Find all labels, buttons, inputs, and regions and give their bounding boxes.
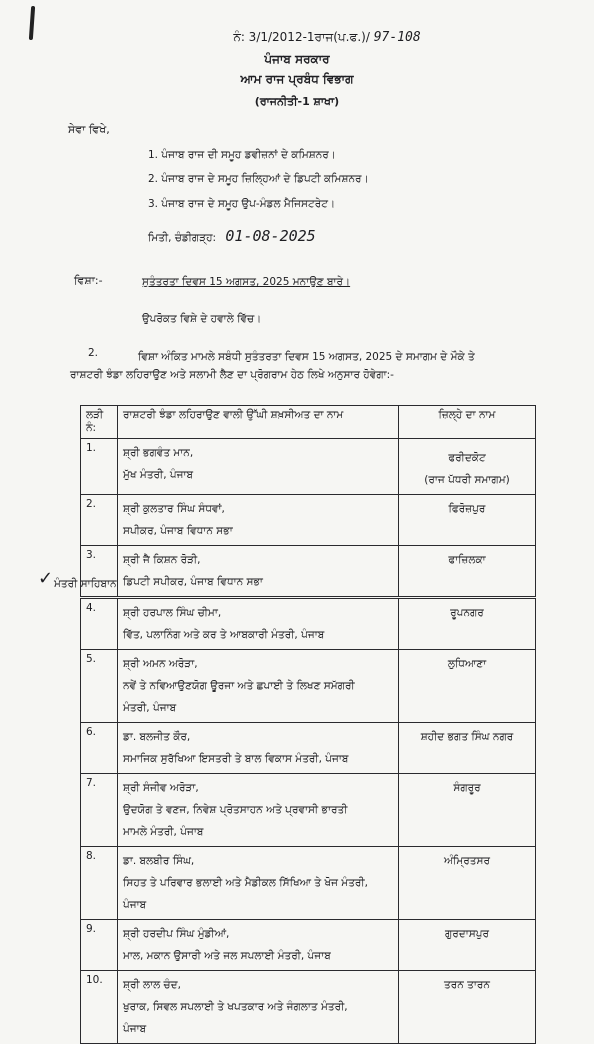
official-name: ਡਾ. ਬਲਬੀਰ ਸਿੰਘ,	[123, 855, 195, 867]
official-name: ਡਾ. ਬਲਜੀਤ ਕੌਰ,	[123, 731, 191, 743]
official-cell	[118, 920, 399, 971]
district-name: ਫਿਰੋਜ਼ਪੁਰ	[399, 495, 536, 546]
government-title: ਪੰਜਾਬ ਸਰਕਾਰ	[264, 52, 330, 66]
table-row	[81, 599, 536, 650]
official-name: ਸ਼੍ਰੀ ਹਰਦੀਪ ਸਿੰਘ ਮੁੰਡੀਆਂ,	[123, 928, 230, 940]
header-cell: ਲੜੀ ਨੰ:	[81, 406, 118, 439]
official-cell	[118, 774, 399, 847]
official-title: ਡਿਪਟੀ ਸਪੀਕਰ, ਪੰਜਾਬ ਵਿਧਾਨ ਸਭਾ	[123, 576, 263, 588]
address-item: 3. ਪੰਜਾਬ ਰਾਜ ਦੇ ਸਮੂਹ ਉਪ-ਮੰਡਲ ਮੈਜਿਸਟਰੇਟ।	[148, 198, 336, 210]
row-number: 1.	[81, 439, 118, 495]
district-name: ਸ਼ਹੀਦ ਭਗਤ ਸਿੰਘ ਨਗਰ	[399, 723, 536, 774]
row-number: 6.	[81, 723, 118, 774]
official-title: ਉਦਯੋਗ ਤੇ ਵਣਜ, ਨਿਵੇਸ਼ ਪ੍ਰੋਤਸਾਹਨ ਅਤੇ ਪ੍ਰਵਾਸੀ ਭਾਰਤੀ	[123, 804, 348, 816]
table-row	[81, 847, 536, 920]
reference-line: ਉਪਰੋਕਤ ਵਿਸ਼ੇ ਦੇ ਹਵਾਲੇ ਵਿੱਚ।	[142, 313, 262, 325]
table-row	[81, 723, 536, 774]
table-row	[81, 971, 536, 1044]
reference-prefix: ਨੰ: 3/1/2012-1ਰਾਜ(ਪ.ਫ.)/	[233, 30, 370, 44]
official-cell	[118, 847, 399, 920]
official-name: ਸ਼੍ਰੀ ਅਮਨ ਅਰੋੜਾ,	[123, 658, 198, 670]
official-name: ਸ਼੍ਰੀ ਜੈ ਕਿਸ਼ਨ ਰੋੜੀ,	[123, 554, 201, 566]
official-title: ਮੰਤਰੀ, ਪੰਜਾਬ	[123, 702, 177, 714]
official-cell	[118, 599, 399, 650]
row-number: 3.	[81, 546, 118, 597]
header-cell: ਰਾਸ਼ਟਰੀ ਝੰਡਾ ਲਹਿਰਾਉਣ ਵਾਲੀ ਉੱਘੀ ਸ਼ਖ਼ਸੀਅਤ ਦਾ ਨਾਮ	[118, 406, 399, 439]
table-row	[81, 774, 536, 847]
official-title: ਨਵੇਂ ਤੇ ਨਵਿਆਉਣਯੋਗ ਊਰਜਾ ਅਤੇ ਛਪਾਈ ਤੇ ਲਿਖਣ ਸਮੱਗਰੀ	[123, 680, 355, 692]
official-title: ਵਿੱਤ, ਪਲਾਨਿੰਗ ਅਤੇ ਕਰ ਤੇ ਆਬਕਾਰੀ ਮੰਤਰੀ, ਪੰਜਾਬ	[123, 629, 325, 641]
district-cell	[399, 439, 536, 495]
row-number: 4.	[81, 599, 118, 650]
official-cell	[118, 546, 399, 597]
official-title: ਸਮਾਜਿਕ ਸੁਰੱਖਿਆ ਇਸਤਰੀ ਤੇ ਬਾਲ ਵਿਕਾਸ ਮੰਤਰੀ, ਪੰਜਾਬ	[123, 753, 349, 765]
paragraph-line: ਵਿਸ਼ਾ ਅੰਕਿਤ ਮਾਮਲੇ ਸਬੰਧੀ ਸੁਤੰਤਰਤਾ ਦਿਵਸ 15 ਅਗਸਤ, 2025 ਦੇ ਸਮਾਗਮ ਦੇ ਮੌਕੇ ਤੇ	[138, 351, 475, 363]
branch-title: (ਰਾਜਨੀਤੀ-1 ਸ਼ਾਖਾ)	[254, 95, 340, 108]
section-label: ਮੰਤਰੀ ਸਾਹਿਬਾਨ	[54, 578, 117, 590]
subject-label: ਵਿਸ਼ਾ:-	[74, 274, 103, 287]
official-cell	[118, 439, 399, 495]
district-name: ਲੁਧਿਆਣਾ	[399, 650, 536, 723]
district-name: ਤਰਨ ਤਾਰਨ	[399, 971, 536, 1044]
official-cell	[118, 650, 399, 723]
subject-text: ਸੁਤੰਤਰਤਾ ਦਿਵਸ 15 ਅਗਸਤ, 2025 ਮਨਾਉਣ ਬਾਰੇ।	[142, 276, 351, 288]
official-title: ਮਾਲ, ਮਕਾਨ ਉਸਾਰੀ ਅਤੇ ਜਲ ਸਪਲਾਈ ਮੰਤਰੀ, ਪੰਜਾਬ	[123, 950, 331, 962]
table-row	[81, 439, 536, 495]
district-name: ਸੰਗਰੂਰ	[399, 774, 536, 847]
district-note: (ਰਾਜ ਪੱਧਰੀ ਸਮਾਗਮ)	[424, 474, 510, 486]
official-title: ਮੁੱਖ ਮੰਤਰੀ, ਪੰਜਾਬ	[123, 469, 194, 481]
program-table	[80, 405, 536, 597]
official-title: ਖੁਰਾਕ, ਸਿਵਲ ਸਪਲਾਈ ਤੇ ਖਪਤਕਾਰ ਅਤੇ ਜੰਗਲਾਤ ਮੰਤਰੀ,	[123, 1001, 348, 1013]
official-title: ਸਿਹਤ ਤੇ ਪਰਿਵਾਰ ਭਲਾਈ ਅਤੇ ਮੈਡੀਕਲ ਸਿੱਖਿਆ ਤੇ ਖੋਜ ਮੰਤਰੀ,	[123, 877, 368, 889]
date-line	[148, 227, 316, 245]
district-name: ਫਾਜ਼ਿਲਕਾ	[399, 546, 536, 597]
date-label: ਮਿਤੀ, ਚੰਡੀਗੜ੍ਹ:	[148, 232, 217, 244]
table-header-row	[81, 406, 536, 439]
official-name: ਸ਼੍ਰੀ ਕੁਲਤਾਰ ਸਿੰਘ ਸੰਧਵਾਂ,	[123, 503, 225, 515]
table-row	[81, 920, 536, 971]
official-name: ਸ਼੍ਰੀ ਸੰਜੀਵ ਅਰੋੜਾ,	[123, 782, 199, 794]
header-cell: ਜ਼ਿਲ੍ਹੇ ਦਾ ਨਾਮ	[399, 406, 536, 439]
address-label: ਸੇਵਾ ਵਿਖੇ,	[68, 123, 110, 136]
row-number: 5.	[81, 650, 118, 723]
row-number: 2.	[81, 495, 118, 546]
ministers-table	[80, 598, 536, 1044]
address-item: 2. ਪੰਜਾਬ ਰਾਜ ਦੇ ਸਮੂਹ ਜ਼ਿਲ੍ਹਿਆਂ ਦੇ ਡਿਪਟੀ ਕਮਿਸ਼ਨਰ।	[148, 173, 369, 185]
district-name: ਫਰੀਦਕੋਟ	[448, 452, 486, 464]
pen-mark	[29, 6, 35, 40]
paragraph-number: 2.	[88, 347, 99, 359]
row-number: 7.	[81, 774, 118, 847]
row-number: 9.	[81, 920, 118, 971]
date-value: 01-08-2025	[225, 227, 316, 245]
table-row	[81, 546, 536, 597]
official-cell	[118, 723, 399, 774]
district-name: ਗੁਰਦਾਸਪੁਰ	[399, 920, 536, 971]
paragraph-line: ਰਾਸ਼ਟਰੀ ਝੰਡਾ ਲਹਿਰਾਉਣ ਅਤੇ ਸਲਾਮੀ ਲੈਣ ਦਾ ਪ੍ਰੋਗਰਾਮ ਹੇਠ ਲਿਖੇ ਅਨੁਸਾਰ ਹੋਵੇਗਾ:-	[70, 369, 394, 381]
department-title: ਆਮ ਰਾਜ ਪ੍ਰਬੰਧ ਵਿਭਾਗ	[240, 72, 354, 86]
official-title: ਸਪੀਕਰ, ਪੰਜਾਬ ਵਿਧਾਨ ਸਭਾ	[123, 525, 233, 537]
official-title: ਪੰਜਾਬ	[123, 1023, 147, 1035]
district-name: ਅੰਮ੍ਰਿਤਸਰ	[399, 847, 536, 920]
reference-handwritten: 97-108	[373, 30, 421, 45]
official-name: ਸ਼੍ਰੀ ਭਗਵੰਤ ਮਾਨ,	[123, 447, 194, 459]
official-name: ਸ਼੍ਰੀ ਲਾਲ ਚੰਦ,	[123, 979, 181, 991]
row-number: 8.	[81, 847, 118, 920]
official-name: ਸ਼੍ਰੀ ਹਰਪਾਲ ਸਿੰਘ ਚੀਮਾ,	[123, 607, 222, 619]
official-title: ਮਾਮਲੇ ਮੰਤਰੀ, ਪੰਜਾਬ	[123, 826, 204, 838]
district-name: ਰੂਪਨਗਰ	[399, 599, 536, 650]
row-number: 10.	[81, 971, 118, 1044]
address-item: 1. ਪੰਜਾਬ ਰਾਜ ਦੀ ਸਮੂਹ ਡਵੀਜ਼ਨਾਂ ਦੇ ਕਮਿਸ਼ਨਰ।	[148, 149, 336, 161]
official-title: ਪੰਜਾਬ	[123, 899, 147, 911]
official-cell	[118, 971, 399, 1044]
reference-number	[60, 30, 594, 45]
table-row	[81, 650, 536, 723]
table-row	[81, 495, 536, 546]
official-cell	[118, 495, 399, 546]
checkmark-icon: ✓	[38, 568, 54, 589]
